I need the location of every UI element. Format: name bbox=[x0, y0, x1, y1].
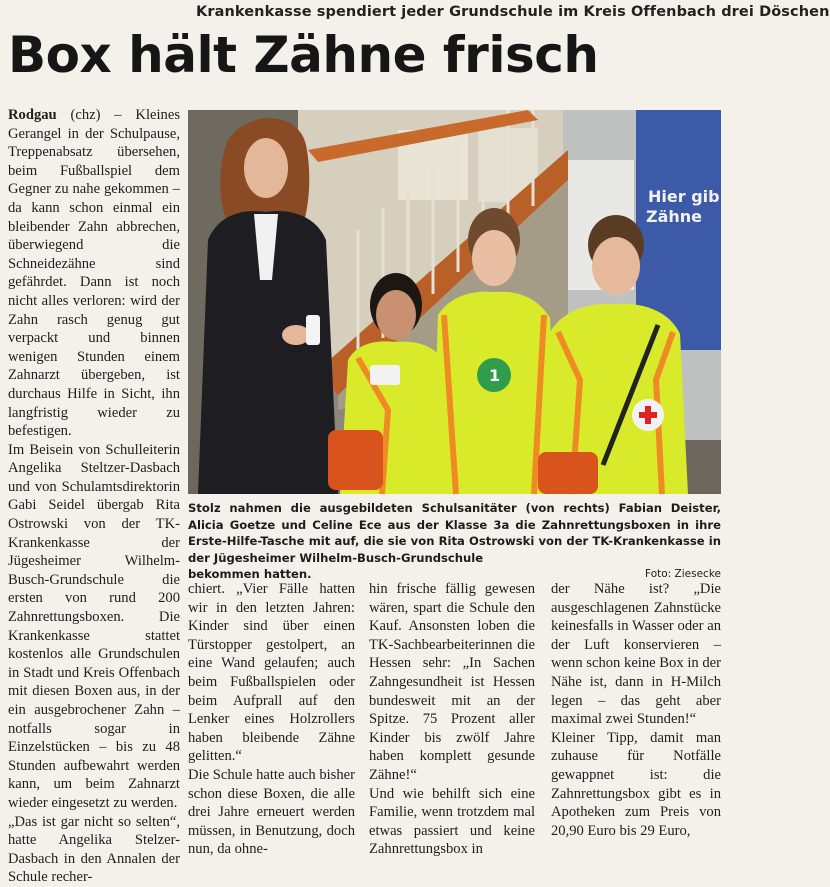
paragraph: hin frische fällig gewesen wären, spart die Schule den Kauf. Ansonsten loben die TK-Sachbearbeiterinnen die Hessen sehr: „In Sachen Zahngesundheit ist Hessen bundesweit mit an der Spitze. 75 Prozent aller Kinder bis zwölf Jahre haben komplett gesunde Zähne!“ bbox=[369, 581, 535, 783]
paragraph: Kleiner Tipp, damit man zuhause für Notfälle gewappnet ist: die Zahnrettungsbox gibt es in Apotheken zum Preis von 20,90 Euro bis 29 Euro, bbox=[551, 729, 721, 839]
headline: Box hält Zähne frisch bbox=[8, 26, 599, 84]
article-column-3 bbox=[369, 580, 535, 858]
paragraph: Und wie behilft sich eine Familie, wenn trotzdem mal etwas passiert und keine Zahnrettungsbox in bbox=[369, 785, 535, 858]
caption-text-end: bekommen hatten. bbox=[188, 567, 312, 581]
photo-illustration bbox=[188, 110, 721, 494]
article-column-1 bbox=[8, 106, 180, 886]
paragraph bbox=[8, 106, 180, 441]
paragraph: „Das ist gar nicht so selten“, hatte Angelika Stelzer-Dasbach in den Annalen der Schule recher- bbox=[8, 813, 180, 886]
article-column-4 bbox=[551, 580, 721, 838]
paragraph: Im Beisein von Schulleiterin Angelika Steltzer-Dasbach und von Schulamtsdirektorin Gabi Seidel übergab Rita Ostrowski von der TK-Krankenkasse der Jügesheimer Wilhelm-Busch-Grundschule die ersten von rund 200 Zahnrettungsboxen. Die Krankenkasse stattet kostenlos alle Grundschulen in Stadt und Kreis Offenbach mit diesen Boxen aus, in der ein ausgebrochener Zahn – notfalls sogar in Einzelstücken – bis zu 48 Stunden aufbewahrt werden kann, um beim Zahnarzt wieder eingesetzt zu werden. bbox=[8, 441, 180, 811]
paragraph: der Nähe ist? „Die ausgeschlagenen Zahnstücke keinesfalls in Wasser oder an der Luft konservieren – wenn schon keine Box in der Nähe ist, dann in H-Milch legen – das geht aber maximal zwei Stunden!“ bbox=[551, 581, 721, 728]
paragraph-text: (chz) – Kleines Gerangel in der Schulpause, Treppenabsatz übersehen, beim Fußballspiel dem Gegner zu nahe gekommen – da kann schon einmal ein bleibender Zahn abbrechen, überwiegend die Schneidezähne sind gefährdet. Dann ist noch nicht alles verloren: wird der Zahn rasch genug gut verpackt und binnen wenigen Stunden einem Zahnarzt übergeben, ist durchaus Hilfe in Sicht, ihn langfristig wieder zu befestigen. bbox=[8, 107, 180, 440]
paragraph: chiert. „Vier Fälle hatten wir in den letzten Jahren: Kinder sind über einen Türstopper gestolpert, an eine Wand gelaufen; auch beim Fußballspielen oder beim Aufprall auf den Lenker eines Holzrollers haben bleibende Zähne gelitten.“ bbox=[188, 581, 355, 765]
vest-number: 1 bbox=[489, 366, 501, 385]
photo-credit: Foto: Ziesecke bbox=[645, 568, 721, 580]
kicker-subheadline: Krankenkasse spendiert jeder Grundschule im Kreis Offenbach drei Döschen bbox=[196, 4, 830, 20]
article-column-2 bbox=[188, 580, 355, 858]
dateline: Rodgau bbox=[8, 107, 57, 123]
photo-caption bbox=[188, 500, 721, 583]
poster-text: Hier gib Zähne bbox=[646, 187, 720, 226]
caption-text: Stolz nahmen die ausgebildeten Schulsanitäter (von rechts) Fabian Deister, Alicia Goetze und Celine Ece aus der Klasse 3a die Zahnrettungsboxen in ihre Erste-Hilfe-Tasche mit auf, die sie von Rita Ostrowski von der TK-Krankenkasse in der Jügesheimer Wilhelm-Busch-Grundschule bbox=[188, 501, 721, 565]
article-photo bbox=[188, 110, 721, 494]
paragraph: Die Schule hatte auch bisher schon diese Boxen, die alle drei Jahre erneuert werden müssen, in Benutzung, doch nun, da ohne- bbox=[188, 766, 355, 858]
